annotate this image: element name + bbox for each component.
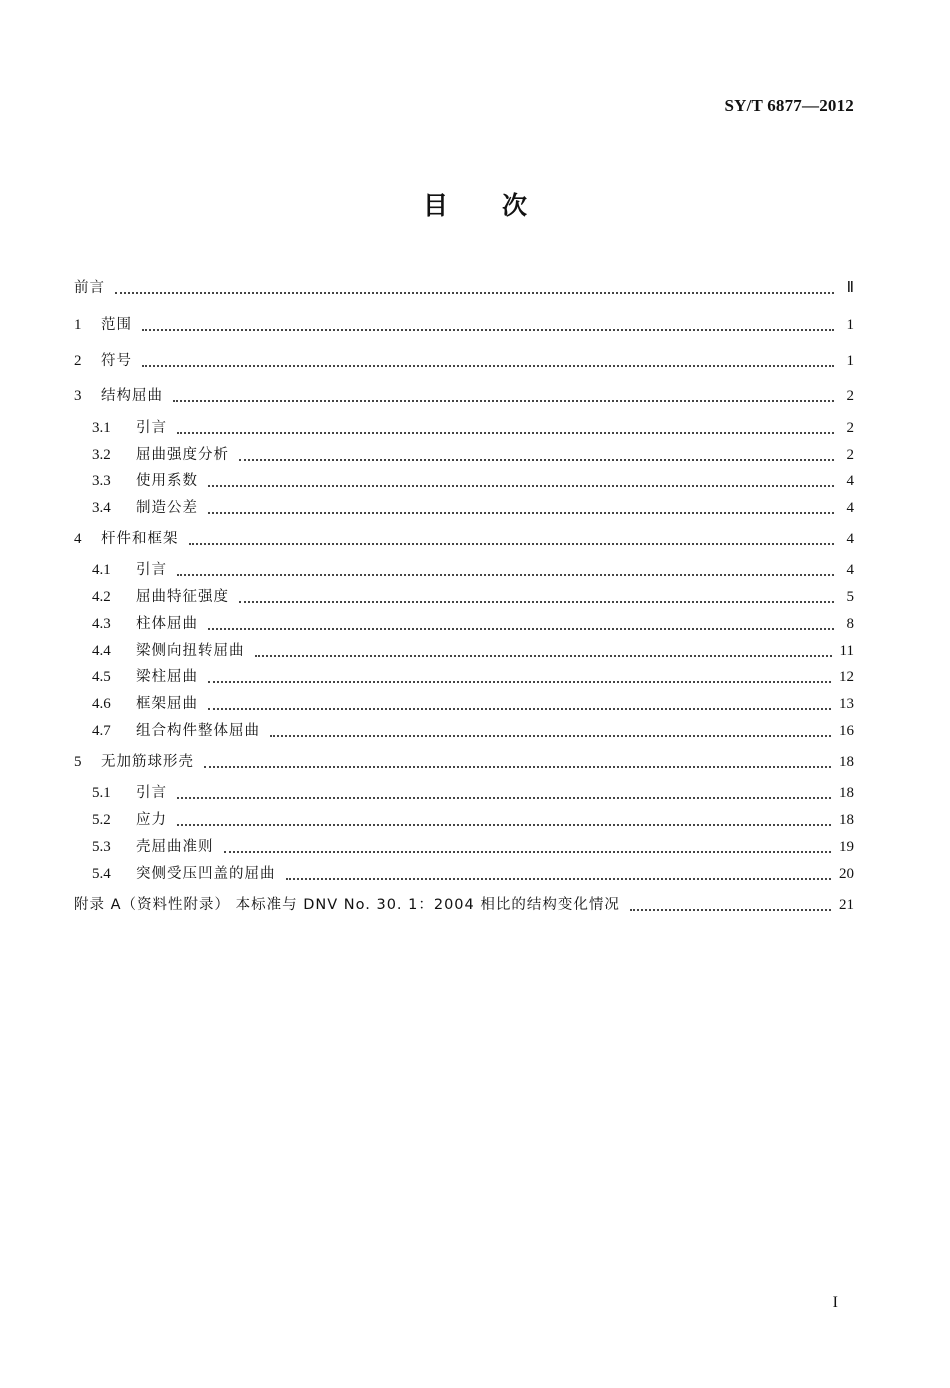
toc-entry[interactable] (92, 835, 854, 856)
toc-leader-dots (255, 641, 832, 657)
toc-entry-number: 5 (74, 754, 82, 770)
toc-entry-label: 壳屈曲准则 (136, 839, 214, 855)
toc-leader-dots (224, 837, 832, 853)
toc-entry-number: 1 (74, 317, 82, 333)
toc-entry-page: 18 (839, 812, 854, 828)
title-char-1: 目 (422, 191, 448, 220)
toc-entry[interactable] (92, 416, 854, 437)
toc-entry-page: 11 (839, 643, 854, 659)
toc-leader-dots (177, 810, 831, 826)
toc-entry[interactable] (74, 313, 854, 334)
toc-entry-label: 引言 (136, 785, 167, 801)
toc-entry-page: 19 (839, 839, 854, 855)
toc-leader-dots (204, 752, 831, 768)
toc-entry[interactable] (74, 750, 854, 771)
toc-leader-dots (208, 471, 834, 487)
toc-entry-label: 组合构件整体屈曲 (136, 723, 260, 739)
toc-entry-page: Ⅱ (846, 280, 854, 296)
toc-entry-page: 20 (839, 866, 854, 882)
toc-entry-label: 范围 (101, 317, 132, 333)
toc-entry-page: 4 (846, 531, 854, 547)
toc-entry-page: 2 (846, 420, 854, 436)
toc-entry[interactable] (92, 692, 854, 713)
toc-leader-dots (177, 783, 831, 799)
toc-entry-label: 无加筋球形壳 (101, 754, 194, 770)
toc-entry-number: 4 (74, 531, 82, 547)
toc-entry[interactable] (92, 808, 854, 829)
toc-entry[interactable] (74, 527, 854, 548)
toc-entry-number: 5.1 (92, 785, 111, 801)
toc-entry-page: 4 (846, 500, 854, 516)
toc-entry-number: 3.4 (92, 500, 111, 516)
toc-entry-label: 框架屈曲 (136, 696, 198, 712)
toc-entry-label: 应力 (136, 812, 167, 828)
toc-entry[interactable] (74, 893, 854, 914)
toc-entry-number: 3 (74, 388, 82, 404)
toc-entry-number: 4.5 (92, 669, 111, 685)
standard-code: SY/T 6877—2012 (724, 96, 854, 115)
toc-leader-dots (177, 560, 834, 576)
toc-entry-number: 2 (74, 353, 82, 369)
toc-entry-page: 5 (846, 589, 854, 605)
toc-entry-label: 引言 (136, 420, 167, 436)
page-number: I (832, 1294, 838, 1311)
toc-entry-page: 18 (839, 754, 854, 770)
toc-entry[interactable] (92, 612, 854, 633)
page-title (0, 186, 950, 222)
toc-entry[interactable] (92, 862, 854, 883)
toc-entry-number: 4.4 (92, 643, 111, 659)
toc-entry[interactable] (92, 469, 854, 490)
toc-entry-number: 5.2 (92, 812, 111, 828)
toc-entry-label: 附录 A（资料性附录） 本标准与 DNV No. 30. 1：2004 相比的结构变化情况 (74, 897, 620, 913)
toc-entry-page: 2 (846, 447, 854, 463)
toc-leader-dots (286, 864, 832, 880)
toc-entry-label: 引言 (136, 562, 167, 578)
toc-entry[interactable] (92, 496, 854, 517)
toc-leader-dots (189, 529, 835, 545)
toc-leader-dots (115, 278, 834, 294)
toc-entry-number: 5.3 (92, 839, 111, 855)
toc-entry-page: 12 (839, 669, 854, 685)
toc-entry[interactable] (92, 443, 854, 464)
toc-leader-dots (177, 418, 834, 434)
toc-entry-page: 16 (839, 723, 854, 739)
toc-entry-number: 5.4 (92, 866, 111, 882)
toc-entry-number: 4.1 (92, 562, 111, 578)
toc-entry-label: 符号 (101, 353, 132, 369)
toc-leader-dots (208, 667, 831, 683)
toc-entry-page: 4 (846, 562, 854, 578)
toc-entry[interactable] (92, 558, 854, 579)
toc-entry-number: 4.6 (92, 696, 111, 712)
toc-entry-number: 4.2 (92, 589, 111, 605)
toc-entry-number: 4.7 (92, 723, 111, 739)
toc-entry-label: 制造公差 (136, 500, 198, 516)
toc-entry-number: 3.3 (92, 473, 111, 489)
toc-leader-dots (270, 721, 831, 737)
toc-entry-page: 1 (846, 317, 854, 333)
toc-leader-dots (239, 445, 834, 461)
toc-entry-label: 柱体屈曲 (136, 616, 198, 632)
toc-entry-page: 4 (846, 473, 854, 489)
toc-entry-label: 突侧受压凹盖的屈曲 (136, 866, 276, 882)
toc-leader-dots (173, 386, 834, 402)
toc-entry-number: 3.1 (92, 420, 111, 436)
toc-entry-label: 梁侧向扭转屈曲 (136, 643, 245, 659)
toc-entry[interactable] (92, 719, 854, 740)
toc-entry-page: 21 (839, 897, 854, 913)
toc-entry-label: 结构屈曲 (101, 388, 163, 404)
title-char-2: 次 (502, 191, 528, 220)
toc-entry-label: 屈曲特征强度 (136, 589, 229, 605)
toc-entry-number: 4.3 (92, 616, 111, 632)
toc-entry[interactable] (74, 349, 854, 370)
toc-entry-label: 梁柱屈曲 (136, 669, 198, 685)
toc-leader-dots (208, 694, 831, 710)
toc-entry-page: 2 (846, 388, 854, 404)
toc-entry[interactable] (92, 585, 854, 606)
toc-entry-page: 8 (846, 616, 854, 632)
toc-entry-number: 3.2 (92, 447, 111, 463)
toc-entry-page: 13 (839, 696, 854, 712)
toc-entry-label: 使用系数 (136, 473, 198, 489)
toc-entry-page: 18 (839, 785, 854, 801)
toc-entry-label: 屈曲强度分析 (136, 447, 229, 463)
toc-leader-dots (142, 351, 834, 367)
toc-entry-label: 前言 (74, 280, 105, 296)
toc-leader-dots (142, 315, 834, 331)
toc-entry[interactable] (92, 665, 854, 686)
toc-entry[interactable] (92, 781, 854, 802)
toc-entry-page: 1 (846, 353, 854, 369)
toc-leader-dots (630, 895, 831, 911)
toc-leader-dots (208, 498, 834, 514)
toc-leader-dots (239, 587, 834, 603)
toc-entry-label: 杆件和框架 (101, 531, 179, 547)
toc-entry[interactable] (74, 384, 854, 405)
toc-entry[interactable] (92, 639, 854, 660)
toc-leader-dots (208, 614, 834, 630)
toc-entry[interactable] (74, 276, 854, 297)
